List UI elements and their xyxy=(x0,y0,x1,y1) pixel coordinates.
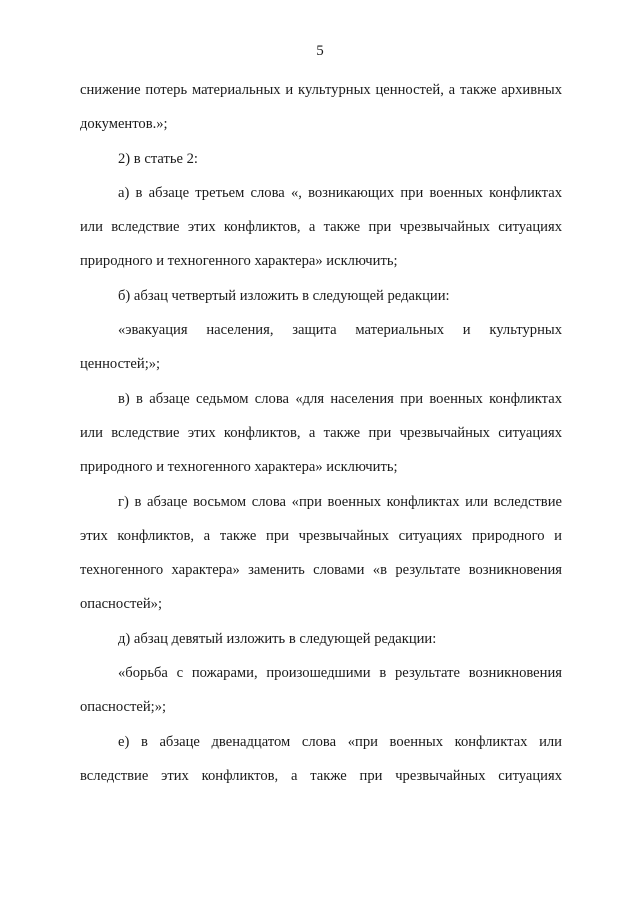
paragraph-item-g: г) в абзаце восьмом слова «при военных конфликтах или вследствие этих конфликтов, а также при чрезвычайных ситуациях природного и техногенного характера» заменить словами «в результате возникновения опасностей»; xyxy=(80,493,562,613)
paragraph-article-2: 2) в статье 2: xyxy=(118,150,198,167)
page-number: 5 xyxy=(316,43,324,59)
paragraph-continuation: снижение потерь материальных и культурных ценностей, а также архивных документов.»; xyxy=(80,82,562,133)
paragraph-item-d: д) абзац девятый изложить в следующей редакции: xyxy=(118,630,437,647)
paragraph-item-b: б) абзац четвертый изложить в следующей редакции: xyxy=(118,287,450,304)
paragraph-quote-firefighting: «борьба с пожарами, произошедшими в результате возникновения опасностей;»; xyxy=(80,665,562,716)
paragraph-item-v: в) в абзаце седьмом слова «для населения при военных конфликтах или вследствие этих конфликтов, а также при чрезвычайных ситуациях природного и техногенного характера» исключить; xyxy=(80,390,562,476)
paragraph-item-a: а) в абзаце третьем слова «, возникающих при военных конфликтах или вследствие этих конфликтов, а также при чрезвычайных ситуациях природного и техногенного характера» исключить; xyxy=(80,184,562,270)
document-body xyxy=(80,73,562,793)
paragraph-quote-evacuation: «эвакуация населения, защита материальных и культурных ценностей;»; xyxy=(80,322,562,373)
paragraph-item-e: е) в абзаце двенадцатом слова «при военных конфликтах или вследствие этих конфликтов, а также при чрезвычайных ситуациях xyxy=(80,733,562,784)
